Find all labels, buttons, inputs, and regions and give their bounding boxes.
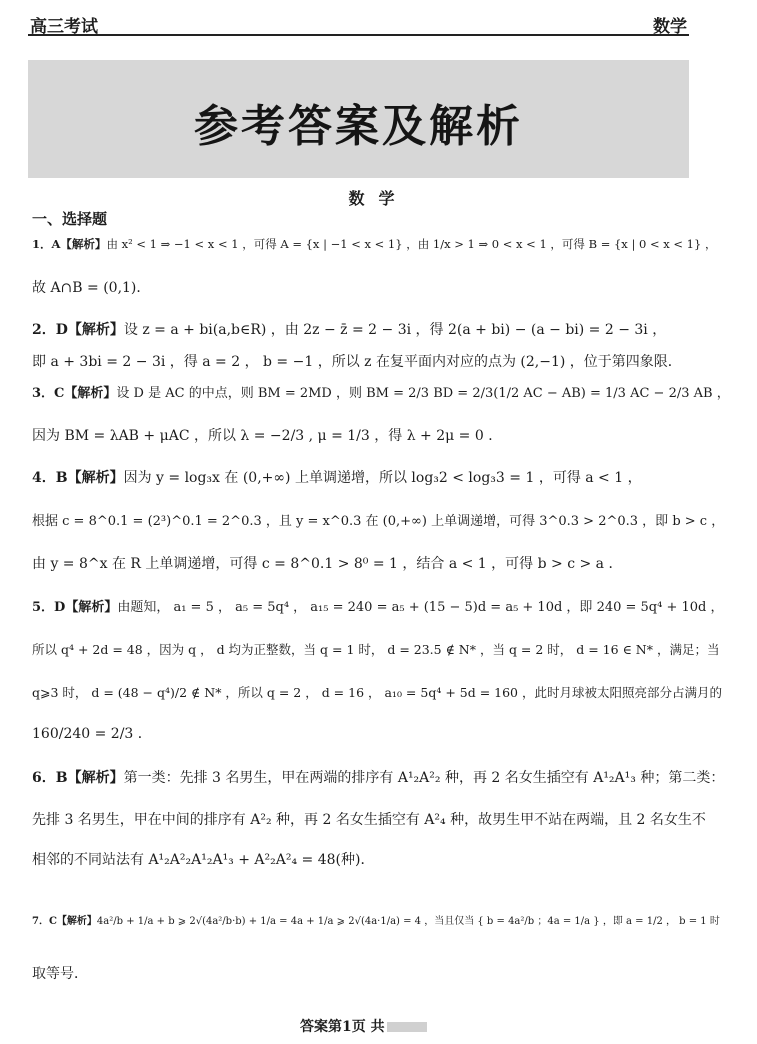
- answer-q2-line1: [32, 320, 666, 340]
- section-heading: 一、选择题: [32, 210, 108, 228]
- answer-q4-line2: 根据 c = 8^0.1 = (2³)^0.1 = 2^0.3 ，且 y = x^0.3 在 (0,+∞) 上单调递增，可得 3^0.3 > 2^0.3 ，即 b > c ，: [32, 514, 725, 529]
- page-header: [28, 10, 689, 36]
- answer-q5-line1: [32, 598, 724, 618]
- answer-q4-line3: 由 y = 8^x 在 R 上单调递增，可得 c = 8^0.1 > 8⁰ = 1 ，结合 a < 1 ，可得 b > c > a ．: [32, 556, 623, 572]
- answer-q6-line3: 相邻的不同站法有 A¹₂A²₂A¹₂A¹₃ + A²₂A²₄ = 48(种)．: [32, 852, 375, 868]
- answer-q5-line3: q⩾3 时， d = (48 − q⁴)/2 ∉ N* ，所以 q = 2 ， d = 16 ， a₁₀ = 5q⁴ + 5d = 160 ，此时月球被太阳照亮部分占满月的: [32, 685, 722, 700]
- answer-q1-line1: [32, 234, 716, 254]
- answer-q7-text1: 4a²/b + 1/a + b ⩾ 2√(4a²/b·b) + 1/a = 4a + 1/a ⩾ 2√(4a·1/a) = 4 ，当且仅当 { b = 4a²/b ；4a = 1/a } ，即 a = 1/2 ， b = 1 时: [96, 916, 720, 927]
- answer-q2-tag: 2．D【解析】: [32, 322, 124, 338]
- answer-q2-line2: 即 a + 3bi = 2 − 3i ，得 a = 2 ， b = −1 ，所以 z 在复平面内对应的点为 (2,−1) ，位于第四象限．: [32, 354, 682, 370]
- answer-q6-text1: 第一类：先排 3 名男生，甲在两端的排序有 A¹₂A²₂ 种，再 2 名女生插空有 A¹₂A¹₃ 种；第二类：: [123, 770, 725, 786]
- answer-q5-line2: 所以 q⁴ + 2d = 48 ，因为 q ， d 均为正整数，当 q = 1 时， d = 23.5 ∉ N* ，当 q = 2 时， d = 16 ∈ N* ，满足；当: [32, 642, 720, 657]
- page-footer: [300, 1016, 427, 1036]
- answer-q4-tag: 4．B【解析】: [32, 470, 124, 486]
- answer-q7-line1: [32, 912, 720, 932]
- answer-q3-line1: [32, 384, 730, 404]
- answer-q4-line1: [32, 468, 642, 488]
- answer-q2-text1: 设 z = a + bi(a,b∈R) ，由 2z − z̄ = 2 − 3i ，得 2(a + bi) − (a − bi) = 2 − 3i ，: [123, 322, 667, 338]
- answer-q1-text1: 由 x² < 1 ⇒ −1 < x < 1 ，可得 A = {x | −1 < x < 1} ，由 1/x > 1 ⇒ 0 < x < 1 ，可得 B = {x | 0 < x < 1} ，: [106, 237, 717, 251]
- answer-q4-text1: 因为 y = log₃x 在 (0,+∞) 上单调递增，所以 log₃2 < log₃3 = 1 ，可得 a < 1 ，: [123, 470, 642, 486]
- answer-q3-line2: 因为 BM = λAB + μAC ，所以 λ = −2/3 , μ = 1/3 ，得 λ + 2μ = 0 ．: [32, 428, 503, 444]
- answer-q5-tag: 5．D【解析】: [32, 600, 118, 615]
- banner-title: 参考答案及解析: [194, 101, 523, 152]
- exam-name: 高三考试: [30, 17, 98, 37]
- answer-q5-line4: 160/240 = 2/3 ．: [32, 726, 152, 742]
- answer-q7-tag: 7．C【解析】: [32, 916, 97, 927]
- answer-q3-tag: 3．C【解析】: [32, 386, 117, 401]
- answer-q7-line2: 取等号．: [32, 966, 88, 982]
- footer-blurred-region: [387, 1022, 427, 1032]
- answer-q1-tag: 1．A【解析】: [32, 237, 107, 251]
- answer-q5-text1: 由题知， a₁ = 5 ， a₅ = 5q⁴ ， a₁₅ = 240 = a₅ + (15 − 5)d = a₅ + 10d ，即 240 = 5q⁴ + 10d ，: [117, 600, 724, 615]
- subject-heading: 数学: [348, 189, 409, 208]
- answer-q6-tag: 6．B【解析】: [32, 770, 124, 786]
- footer-page-number: 答案第1页 共: [300, 1019, 385, 1035]
- answer-q6-line2: 先排 3 名男生，甲在中间的排序有 A²₂ 种，再 2 名女生插空有 A²₄ 种，故男生甲不站在两端，且 2 名女生不: [32, 812, 706, 828]
- title-banner: [28, 60, 689, 178]
- answer-q6-line1: [32, 768, 724, 788]
- subject-label: 数学: [653, 17, 687, 37]
- answer-q3-text1: 设 D 是 AC 的中点，则 BM = 2MD ，则 BM = 2/3 BD = 2/3(1/2 AC − AB) = 1/3 AC − 2/3 AB ，: [116, 386, 730, 401]
- answer-q1-line2: 故 A∩B = (0,1)．: [32, 280, 151, 296]
